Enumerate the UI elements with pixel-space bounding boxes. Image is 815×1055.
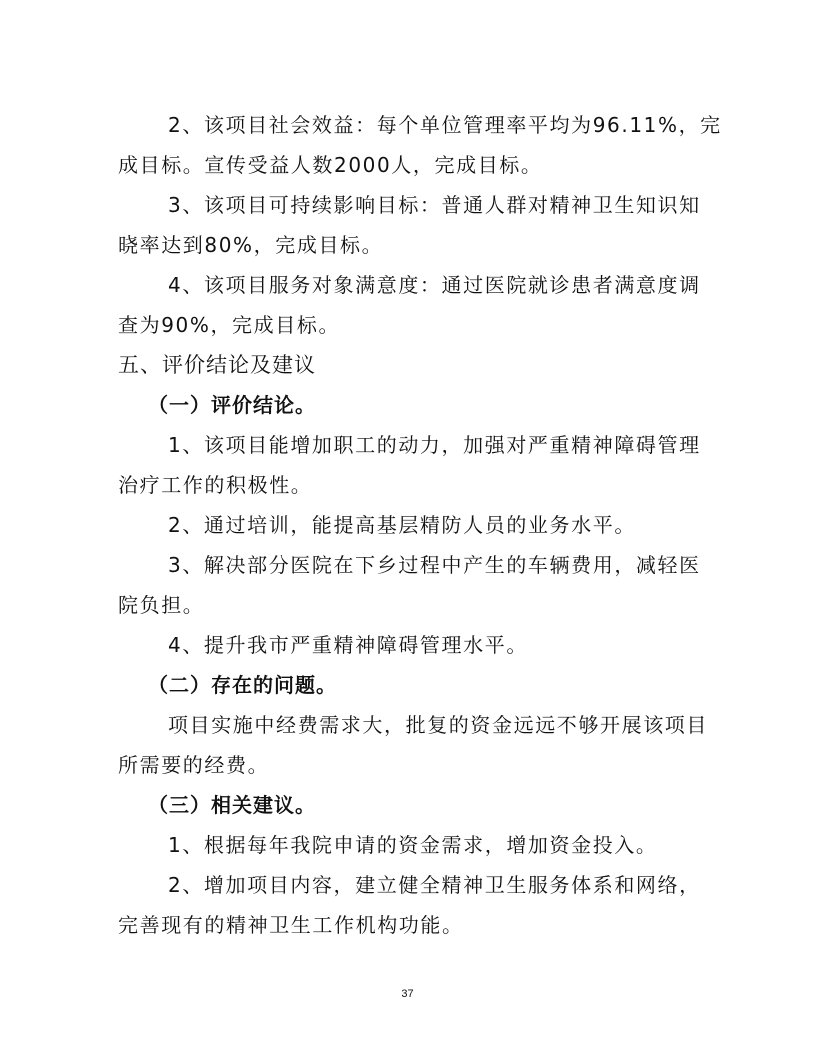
paragraph-line: 治疗工作的积极性。 <box>118 473 313 497</box>
paragraph-line: 4、该项目服务对象满意度：通过医院就诊患者满意度调 <box>168 273 701 297</box>
page-number: 37 <box>401 988 414 1000</box>
paragraph-line: 2、通过培训，能提高基层精防人员的业务水平。 <box>168 513 636 537</box>
subsection-heading: （一）评价结论。 <box>148 393 316 417</box>
paragraph-line: 查为90%，完成目标。 <box>118 313 341 337</box>
paragraph-line: 3、该项目可持续影响目标：普通人群对精神卫生知识知 <box>168 193 701 217</box>
paragraph-line: 1、该项目能增加职工的动力，加强对严重精神障碍管理 <box>168 433 701 457</box>
paragraph-line: 完善现有的精神卫生工作机构功能。 <box>118 913 464 937</box>
paragraph-line: 2、该项目社会效益：每个单位管理率平均为96.11%，完 <box>168 113 722 137</box>
paragraph-line: 项目实施中经费需求大，批复的资金远远不够开展该项目 <box>168 713 708 737</box>
paragraph-line: 1、根据每年我院申请的资金需求，增加资金投入。 <box>168 833 658 857</box>
paragraph-line: 成目标。宣传受益人数2000人，完成目标。 <box>118 153 543 177</box>
paragraph-line: 3、解决部分医院在下乡过程中产生的车辆费用，减轻医 <box>168 553 701 577</box>
paragraph-line: 2、增加项目内容，建立健全精神卫生服务体系和网络， <box>168 873 701 897</box>
subsection-heading: （三）相关建议。 <box>148 793 316 817</box>
paragraph-line: 院负担。 <box>118 593 205 617</box>
paragraph-line: 所需要的经费。 <box>118 753 270 777</box>
paragraph-line: 4、提升我市严重精神障碍管理水平。 <box>168 633 528 657</box>
section-heading: 五、评价结论及建议 <box>118 353 316 377</box>
paragraph-line: 晓率达到80%，完成目标。 <box>118 233 384 257</box>
subsection-heading: （二）存在的问题。 <box>148 673 337 697</box>
